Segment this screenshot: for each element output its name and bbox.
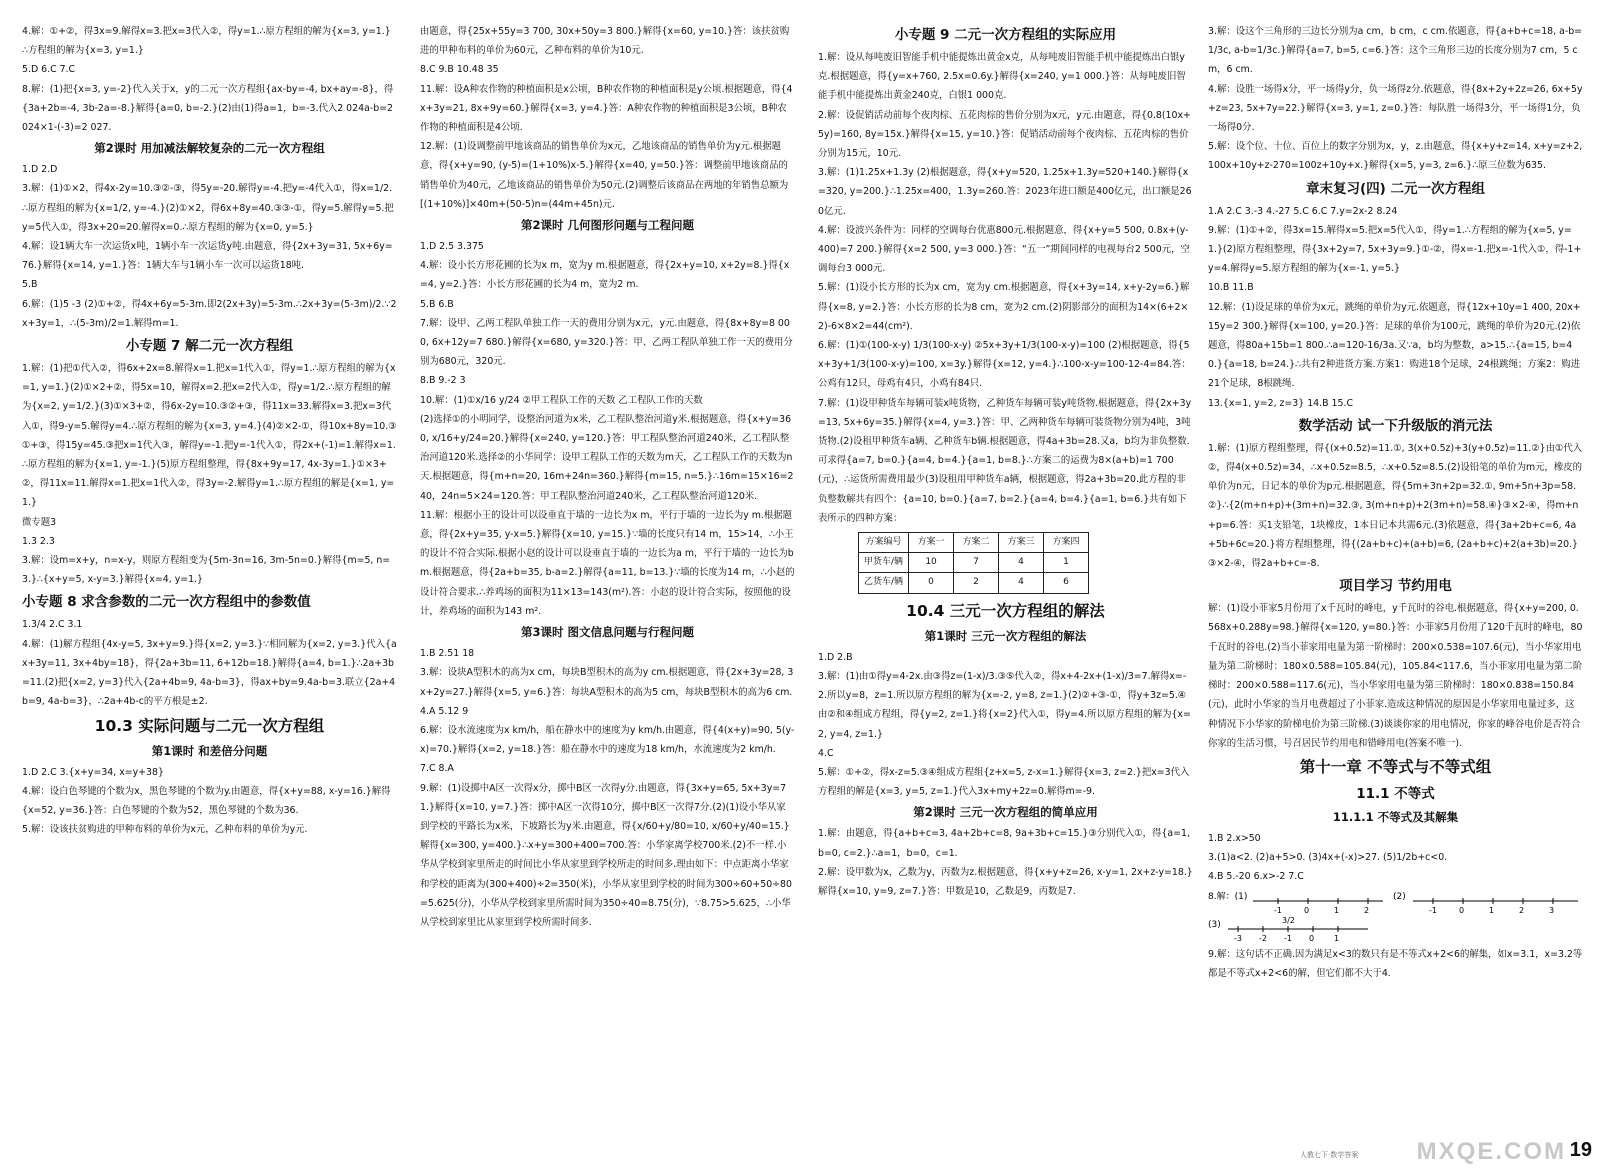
tick-label: 0	[1304, 905, 1310, 915]
table-cell: 6	[1044, 573, 1089, 593]
answer-paragraph: 4.C	[818, 747, 834, 759]
answer-paragraph: 4.解：设白色琴键的个数为x，黑色琴键的个数为y.由题意，得{x+y=88, x-y=16.}解得{x=52, y=36.}答：白色琴键的个数为52，黑色琴键的个数为36.	[22, 785, 391, 816]
answer-paragraph: 4.解：设胜一场得x分，平一场得y分，负一场得z分.依题意，得{8x+2y+2z=26, 6x+5y+z=23, 5x+7y=22.}解得{x=3, y=1, z=0.}答：每队胜一场得3分，平一场得1分，负一场得0分.	[1208, 83, 1583, 134]
answer-paragraph: 3.解：(1)1.25x+1.3y (2)根据题意，得{x+y=520, 1.25x+1.3y=520+140.}解得{x=320, y=200.}∴1.25x=400，1.3y=260.答：2023年进口额是400亿元，出口额是260亿元.	[818, 167, 1192, 217]
answer-paragraph: 7.解：设甲、乙两工程队单独工作一天的费用分别为x元，y元.由题意，得{8x+8y=8 000, 6x+12y=7 680.}解得{x=680, y=320.}答：甲、乙两工程队单独工作一天的费用分别为680元，320元.	[420, 317, 793, 368]
answer-paragraph: 6.解：设水流速度为x km/h，船在静水中的速度为y km/h.由题意，得{4(x+y)=90, 5(y-x)=70.}解得{x=2, y=18.}答：船在静水中的速度为18 km/h，水流速度为2 km/h.	[420, 724, 795, 756]
answer-paragraph: 12.解：(1)设调整前甲地该商品的销售单价为x元，乙地该商品的销售单价为y元.根据题意，得{x+y=90, (y-5)=(1+10%)x-5.}解得{x=40, y=50.}答：调整前甲地该商品的销售单价为40元，乙地该商品的销售单价为50元.(2)调整后该商品在两地的年销售总额为[(1+10%)]×40m+(50-5)n=(44m+45n)元.	[420, 141, 789, 210]
answer-paragraph: 解：(1)设小菲家5月份用了x千瓦时的峰电，y千瓦时的谷电.根据题意，得{x+y=200, 0.568x+0.288y=98.}解得{x=120, y=80.}答：小菲家5月份用了120千瓦时的峰电，80千瓦时的谷电.(2)当小菲家用电量为第一阶梯时：200×0.538=107.6(元)，当小华家用电量为第二阶梯时：180×0.588=105.84(元)，105.84<117.6，当小菲家用电量为第二阶梯时：200×0.588=117.6(元)，当小华家用电量为第三阶梯时：180×0.838=150.84(元)，此时小华家的当月电费超过了小菲家.造成这种情况的原因是小华家用电量过多，这种情况下小华家的阶梯电价为第三阶梯.(3)谈谈你家的用电情况，你家的峰谷电价是否符合你家的生活习惯，号召居民节约用电和错峰用电(答案不唯一).	[1208, 603, 1583, 749]
answer-paragraph: 5.D 6.C 7.C	[22, 64, 76, 76]
answer-paragraph: 2.解：设甲数为x，乙数为y，丙数为z.根据题意，得{x+y+z=26, x-y=1, 2x+z-y=18.}解得{x=10, y=9, z=7.}答：甲数是10，乙数是9，丙数是7.	[818, 866, 1193, 897]
answer-paragraph: 1.解：由题意，得{a+b+c=3, 4a+2b+c=8, 9a+3b+c=15.}③分别代入①，得{a=1, b=0, c=2.}∴a=1，b=0，c=1.	[818, 828, 1190, 859]
tick-label: 1	[1334, 933, 1340, 943]
table-header-cell: 方案二	[954, 533, 999, 553]
answer-paragraph: 4.解：①+②，得3x=9.解得x=3.把x=3代入②，得y=1.∴原方程组的解为{x=3, y=1.}	[22, 26, 391, 37]
running-footer: 人教七下·数学答案	[1300, 1151, 1359, 1159]
answer-paragraph: ∴方程组的解为{x=3, y=1.}	[22, 45, 144, 57]
table-row	[859, 573, 1089, 593]
answer-paragraph: 4.A 5.12 9	[420, 705, 469, 717]
answer-paragraph: 1.解：(1)原方程组整理，得{(x+0.5z)=11.①, 3(x+0.5z)+3(y+0.5z)=11.②}由①代入②，得4(x+0.5z)=34，∴x+0.5z=8.5，∴x+0.5z=8.5.(2)设铅笔的单价为m元，橡皮的单价为n元，日记本的单价为p元.根据题意，得{5m+3n+2p=32.①, 9m+5n+3p=58.②}∴{2(m+n+p)+(3m+n)=32.③, 3(m+n+p)+2(3m+n)=58.④}③×2-④，得m+n+p=6.答：买1支铅笔，1块橡皮，1本日记本共需6元.(3)依题意，得{3a+2b+c=6, 4a+5b+6c=20.}将方程组整理，得{(2a+b+c)+(a+b)=6, (2a+b+c)+2(a+3b)=20.}③×2-④，得2a+b+c=-8.	[1208, 442, 1583, 570]
answer-paragraph: 1.解：(1)把①代入②，得6x+2x=8.解得x=1.把x=1代入①，得y=1.∴原方程组的解为{x=1, y=1.}(2)①×2+②，得5x=10，解得x=2.把x=2代入①，得y=1/2.∴原方程组的解为{x=2, y=1/2.}(3)①×3+②，得6x-2y=10.③②+③，得11x=33.解得x=3.把x=3代入①，得9-y=5.解得y=4.∴原方程组的解为{x=3, y=4.}(4)②×2-①，得10x+8y=10.③①+③，得15y=45.③把x=1代入③，解得y=-1.把y=-1代入①，得2x+(-1)=1.解得x=1.∴原方程组的解为{x=1, y=-1.}(5)原方程组整理，得{8x+9y=17, 4x-3y=1.}①×3+②，得11x=11.解得x=1.把x=1代入②，得3y=-2.解得y=1.∴原方程组的解是{x=1, y=1.}	[22, 363, 397, 509]
answer-paragraph: 3.解：(1)①×2，得4x-2y=10.③②-③，得5y=-20.解得y=-4.把y=-4代入①，得x=1/2.∴原方程组的解为{x=1/2, y=-4.}(2)①×2，得6x+8y=40.③③-①，得y=5.解得y=5.把y=5代入①，得3x+20=20.解得x=0.∴原方程组的解为{x=0, y=5.}	[22, 183, 394, 233]
section-heading: 11.1 不等式	[1356, 785, 1435, 802]
column-4	[1208, 22, 1583, 983]
tick-label: -3	[1234, 933, 1242, 943]
table-header-cell: 方案三	[999, 533, 1044, 553]
answer-paragraph: 4.解：(1)解方程组{4x-y=5, 3x+y=9.}得{x=2, y=3.}∵相同解为{x=2, y=3.}代入{ax+3y=11, 3x+4by=18}，得{2a+3b=11, 6+12b=18.}解得{a=4, b=1.}∴2a+3b=11.(2)把{x=2, y=3}代入{2a+4b=9, 4a-b=3}，得ax+by=9.4a-b=3.联立{2a+4b=9, 4a-b=3}，∴2a+4b-c的平方根是±2.	[22, 638, 397, 708]
page-number: 19	[1569, 1139, 1592, 1161]
answer-paragraph: 3.解：设块A型积木的高为x cm，每块B型积木的高为y cm.根据题意，得{2x+3y=28, 3x+2y=27.}解得{x=5, y=6.}答：每块A型积木的高为5 cm，每块B型积木的高为6 cm.	[420, 667, 794, 698]
section-heading: 10.3 实际问题与二元一次方程组	[94, 716, 325, 735]
table-cell: 4	[999, 553, 1044, 573]
section-heading: 数学活动 试一下升级版的消元法	[1298, 417, 1493, 434]
answer-paragraph: 11.解：设A种农作物的种植面积是x公顷，B种农作物的种植面积是y公顷.根据题意，得{4x+3y=21, 8x+9y=60.}解得{x=3, y=4.}答：A种农作物的种植面积是3公顷，B种农作物的种植面积是4公顷.	[420, 83, 793, 134]
answer-paragraph: 3.(1)a<2. (2)a+5>0. (3)4x+(-x)>27. (5)1/2b+c<0.	[1208, 852, 1448, 864]
section-heading: 第1课时 三元一次方程组的解法	[924, 628, 1087, 643]
answer-paragraph: 1.B 2.x>50	[1208, 832, 1261, 844]
answer-paragraph: 7.解：(1)设甲种货车每辆可装x吨货物，乙种货车每辆可装y吨货物.根据题意，得{2x+3y=13, 5x+6y=35.}解得{x=4, y=3.}答：甲、乙两种货车每辆可装货物分别为4吨，3吨货物.(2)设租甲种货车a辆、乙种货车b辆.根据题意，得4a+3b=28.又a，b均为非负整数.可求得{a=7, b=0.}{a=4, b=4.}{a=1, b=8.}∴方案二的运费为8×(a+b)=1 700(元)，∴运货所需费用最少(3)设租用甲种货车a辆，根据题意，得2a+3b=20.此方程的非负整数解共有四个：{a=10, b=0.}{a=7, b=2.}{a=4, b=4.}{a=1, b=6.}共有如下表所示的四种方案：	[818, 397, 1192, 524]
answer-paragraph: 9.解：(1)①+②，得3x=15.解得x=5.把x=5代入①，得y=1.∴方程组的解为{x=5, y=1.}(2)原方程组整理，得{3x+2y=7, 5x+3y=9.}①-②，得x=-1.把x=-1代入①，得-1+y=4.解得y=5.原方程组的解为{x=-1, y=5.}	[1208, 224, 1582, 275]
tick-label: -1	[1274, 905, 1282, 915]
answer-paragraph: 微专题3	[22, 516, 57, 528]
tick-label: 0	[1459, 905, 1465, 915]
answer-paragraph: 11.解：根据小王的设计可以设垂直于墙的一边长为x m，平行于墙的一边长为y m.根据题意，得{2x+y=35, y-x=5.}解得{x=10, y=15.}∵墙的长度只有14 m，15>14，∴小王的设计不符合实际.根据小赵的设计可以设垂直于墙的一边长为a m，平行于墙的一边长为b m.根据题意，得{2a+b=35, b-a=2.}解得{a=11, b=13.}∵墙的长度为14 m，∴小赵的设计符合要求.∴养鸡场的面积为11×13=143(m²).答：小赵的设计符合实际，按照他的设计，养鸡场的面积为143 m².	[420, 509, 795, 617]
column-1	[22, 22, 397, 839]
table-cell: 0	[909, 573, 954, 593]
answer-paragraph: 3.解：设m=x+y，n=x-y，则原方程组变为{5m-3n=16, 3m-5n=0.}解得{m=5, n=3.}∴{x+y=5, x-y=3.}解得{x=4, y=1.}	[22, 555, 391, 586]
table-cell: 4	[999, 573, 1044, 593]
answer-paragraph: 1.D 2.C 3.{x+y=34, x=y+38}	[22, 766, 164, 778]
answer-paragraph: 1.3/4 2.C 3.1	[22, 619, 83, 631]
tick-label: -2	[1259, 933, 1267, 943]
number-line-figure	[1208, 887, 1583, 945]
plan-table	[858, 532, 1089, 594]
numline-label-3: (3)	[1208, 919, 1221, 930]
section-heading: 第2课时 几何图形问题与工程问题	[520, 218, 694, 233]
section-heading: 第2课时 用加减法解较复杂的二元一次方程组	[94, 141, 325, 156]
section-heading: 项目学习 节约用电	[1339, 578, 1452, 595]
answer-paragraph: 5.解：设个位、十位、百位上的数字分别为x，y，z.由题意，得{x+y+z=14, x+y=z+2, 100x+10y+z-270=100z+10y+x.}解得{x=5, y=3, z=6.}∴原三位数为635.	[1208, 141, 1583, 172]
answer-paragraph: 1.D 2.5 3.375	[420, 241, 484, 253]
column-2	[420, 22, 795, 932]
section-heading: 11.1.1 不等式及其解集	[1332, 809, 1459, 824]
answer-paragraph: 9.解：(1)设掷中A区一次得x分，掷中B区一次得y分.由题意，得{3x+y=65, 5x+3y=71.}解得{x=10, y=7.}答：掷中A区一次得10分，掷中B区一次得7分.(2)(1)设小华从家到学校的平路长为x米，下坡路长为y米.由题意，得{x/60+y/80=10, x/60+y/40=15.}解得{x=300, y=400.}∴x+y=300+400=700.答：小华家离学校700米.(2)不一样.小华从学校到家里所走的时间比小华从家里到学校所走的时间多.理由如下：中点距离小华家和学校的距离为(300+400)÷2=350(米)，小华从家里到学校的时间为300÷60+50÷80=5.625(分)，小华从学校到家里所需时间为350÷40=8.75(分)，∵8.75>5.625，∴小华从学校到家里比从家里到学校所需时间多.	[420, 782, 792, 928]
answer-paragraph: 1.3 2.3	[22, 535, 55, 547]
answer-paragraph: 4.B 5.-20 6.x>-2 7.C	[1208, 871, 1304, 883]
tick-label: -1	[1284, 933, 1292, 943]
section-heading: 小专题 8 求含参数的二元一次方程组中的参数值	[22, 594, 311, 611]
table-cell: 7	[954, 553, 999, 573]
table-header-cell: 方案四	[1044, 533, 1089, 553]
table-header-cell: 方案编号	[859, 533, 909, 553]
answer-paragraph: 8.C 9.B 10.48 35	[420, 64, 499, 76]
answer-paragraph: 由题意，得{25x+55y=3 700, 30x+50y=3 800.}解得{x=60, y=10.}答：该扶贫购进的甲种布料的单价为60元，乙种布料的单价为10元.	[420, 26, 790, 57]
tick-label: 0	[1309, 933, 1315, 943]
answer-paragraph: 4.解：设1辆大车一次运货x吨，1辆小车一次运货y吨.由题意，得{2x+3y=31, 5x+6y=76.}解得{x=14, y=1.}答：1辆大车与1辆小车一次可以运货18吨.	[22, 241, 393, 272]
column-3	[818, 22, 1193, 901]
table-cell: 1	[1044, 553, 1089, 573]
tick-label: 1	[1334, 905, 1340, 915]
tick-label: 3	[1549, 905, 1555, 915]
tick-label: 1	[1489, 905, 1495, 915]
answer-paragraph: 4.解：设波兴条件为：同样的空调每台优惠800元.根据题意，得{x+y=5 500, 0.8x+(y-400)=7 200.}解得{x=2 500, y=3 000.}答：“五一”期间同样的电视每台2 500元，空调每台3 000元.	[818, 224, 1190, 275]
section-heading: 小专题 9 二元一次方程组的实际应用	[894, 27, 1117, 43]
watermark: MXQE.COM	[1416, 1138, 1566, 1165]
fraction-label: 3/2	[1282, 915, 1295, 925]
table-header-cell: 方案一	[909, 533, 954, 553]
answer-paragraph: 2.解：设促销活动前每个夜肉棕、五花肉棕的售价分别为x元，y元.由题意，得{0.8(10x+5y)=160, 8y=15x.}解得{x=15, y=10.}答：促销活动前每个夜肉棕、五花肉棕的售价分别为15元，10元.	[818, 109, 1191, 160]
answer-paragraph: 5.解：(1)设小长方形的长为x cm，宽为y cm.根据题意，得{x+3y=14, x+y-2y=6.}解得{x=8, y=2.}答：小长方形的长为8 cm，宽为2 cm.(2)阴影部分的面积为14×(6+2×2)-6×8×2=44(cm²).	[818, 282, 1190, 332]
table-cell: 甲货车/辆	[859, 553, 909, 573]
answer-paragraph: 5.B 6.B	[420, 298, 454, 310]
section-heading: 第2课时 三元一次方程组的简单应用	[913, 805, 1098, 820]
answer-paragraph: 13.{x=1, y=2, z=3} 14.B 15.C	[1208, 397, 1353, 409]
section-heading: 第十一章 不等式与不等式组	[1299, 757, 1492, 776]
section-heading: 小专题 7 解二元一次方程组	[125, 338, 294, 355]
answer-paragraph: (2)选择①的小明同学，设整治河道为x米，乙工程队整治河道y米.根据题意，得{x+y=360, x/16+y/24=20.}解得{x=240, y=120.}答：甲工程队整治河道240米，乙工程队整治河道120米.选择②的小华同学：设甲工程队工作的天数为m天，乙工程队工作的天数为n天.根据题意，得{m+n=20, 16m+24n=360.}解得{m=15, n=5.}∴16m=15×16=240，24n=5×24=120.答：甲工程队整治河道240米，乙工程队整治河道120米.	[420, 413, 794, 502]
table-cell: 2	[954, 573, 999, 593]
answer-paragraph: 5.B	[22, 279, 38, 291]
answer-paragraph: 5.解：设该扶贫购进的甲种布料的单价为x元，乙种布料的单价为y元.	[22, 824, 308, 836]
tick-label: -1	[1429, 905, 1437, 915]
answer-paragraph: 8.B 9.-2 3	[420, 375, 466, 387]
answer-paragraph: 3.解：(1)由①得y=4-2x.由③得z=(1-x)/3.③⑤代入②，得x+4-2x+(1-x)/3=7.解得x=-2.所以y=8，z=1.所以原方程组的解为{x=-2, y=8, z=1.}(2)②+③-①，得y+3z=5.④由②和④组成方程组，得{y=2, z=1.}将{x=2}代入①，得y=4.所以原方程组的解为{x=2, y=4, z=1.}	[818, 670, 1191, 740]
answer-paragraph: 1.B 2.51 18	[420, 648, 475, 660]
section-heading: 章末复习(四) 二元一次方程组	[1305, 180, 1486, 197]
answer-paragraph: 10.解：(1)①x/16 y/24 ②甲工程队工作的天数 乙工程队工作的天数	[420, 394, 703, 406]
answer-paragraph: 8.解：(1)把{x=3, y=-2}代入关于x，y的二元一次方程组{ax-by=-4, bx+ay=-8}，得{3a+2b=-4, 3b-2a=-8.}解得{a=0, b=-2.}(2)由(1)得a=1，b=-3.代入2 024a-b=2 024×1-(-3)=2 027.	[22, 83, 394, 134]
table-cell: 乙货车/辆	[859, 573, 909, 593]
number-lines	[1208, 887, 1583, 945]
numline-label-2: (2)	[1393, 891, 1406, 902]
answer-paragraph: 7.C 8.A	[420, 763, 454, 775]
answer-paragraph: 1.D 2.B	[818, 651, 853, 663]
section-heading: 第1课时 和差倍分问题	[151, 743, 268, 758]
section-heading: 10.4 三元一次方程组的解法	[906, 601, 1105, 620]
answer-paragraph: 10.B 11.B	[1208, 282, 1254, 294]
tick-label: 2	[1519, 905, 1525, 915]
answer-paragraph: 9.解：这句话不正确.因为满足x<3的数只有是不等式x+2<6的解集，如x=3.1，x=3.2等都是不等式x+2<6的解，但它们都不大于4.	[1208, 948, 1583, 979]
answer-paragraph: 3.解：设这个三角形的三边长分别为a cm，b cm，c cm.依题意，得{a+b+c=18, a-b=1/3c, a-b=1/3c.}解得{a=7, b=5, c=6.}答：这个三角形三边的长度分别为7 cm，5 cm，6 cm.	[1208, 26, 1583, 76]
answer-paragraph: 4.解：设小长方形花圃的长为x m，宽为y m.根据题意，得{2x+y=10, x+2y=8.}得{x=4, y=2.}答：小长方形花圃的长为4 m，宽为2 m.	[420, 260, 790, 291]
numline-label-1: 8.解：(1)	[1208, 891, 1248, 902]
answer-paragraph: 1.A 2.C 3.-3 4.-27 5.C 6.C 7.y=2x-2 8.24	[1208, 205, 1398, 217]
table-cell: 10	[909, 553, 954, 573]
table-row	[859, 553, 1089, 573]
answer-paragraph: 6.解：(1)5 -3 (2)①+②，得4x+6y=5-3m.即2(2x+3y)=5-3m.∴2x+3y=(5-3m)/2.∵2x+3y=1，∴(5-3m)/2=1.解得m=1.	[22, 298, 397, 329]
answer-paragraph: 5.解：①+②，得x-z=5.③④组成方程组{z+x=5, z-x=1.}解得{x=3, z=2.}把x=3代入方程组的解是{x=3, y=5, z=1.}代入3x+my+2z=0.解得m=-9.	[818, 766, 1190, 798]
tick-label: 2	[1364, 905, 1370, 915]
answer-paragraph: 1.D 2.D	[22, 164, 58, 176]
section-heading: 第3课时 图文信息问题与行程问题	[520, 625, 694, 640]
answer-paragraph: 1.解：设从每吨废旧智能手机中能提炼出黄金x克，从每吨废旧智能手机中能提炼出白银y克.根据题意，得{y=x+760, 2.5x=0.6y.}解得{x=240, y=1 000.}答：从每吨废旧智能手机中能提炼出黄金240克，白银1 000克.	[818, 52, 1186, 102]
answer-paragraph: 6.解：(1)①(100-x-y) 1/3(100-x-y) ②5x+3y+1/3(100-x-y)=100 (2)根据题意，得{5x+3y+1/3(100-x-y)=100, x=3y.}解得{x=12, y=4.}∴100-x-y=100-12-4=84.答：公鸡有12只，母鸡有4只，小鸡有84只.	[818, 340, 1191, 390]
answer-paragraph: 12.解：(1)设足球的单价为x元，跳绳的单价为y元.依题意，得{12x+10y=1 400, 20x+15y=2 300.}解得{x=100, y=20.}答：足球的单价为100元，跳绳的单价为20元.(2)依题意，得80a+15b=1 800.∴a=120-16/3a.又∵a，b均为整数，a>15.∴{a=15, b=40.}{a=18, b=24.}∴共有2种进货方案.方案1：购进18个足球，24根跳绳；方案2：购进21个足球，8根跳绳.	[1208, 301, 1581, 390]
